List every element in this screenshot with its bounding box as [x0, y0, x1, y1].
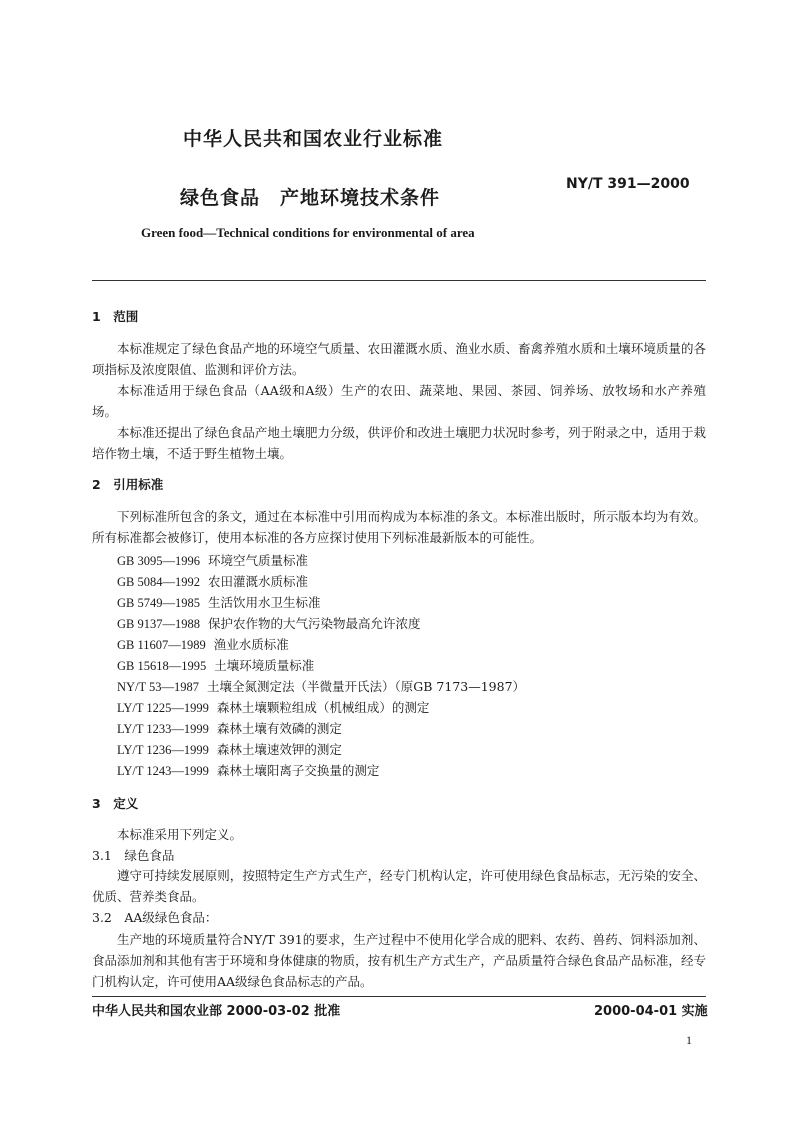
standard-code: NY/T 391—2000: [566, 176, 690, 192]
reference-code: GB 15618—1995: [117, 659, 207, 673]
reference-code: GB 9137—1988: [117, 617, 200, 631]
section-3-heading: 3 定义: [92, 796, 139, 811]
section-2-intro: 下列标准所包含的条文，通过在本标准中引用而构成为本标准的条文。本标准出版时，所示版本均为有效。所有标准都会被修订，使用本标准的各方应探讨使用下列标准最新版本的可能性。: [92, 509, 706, 545]
reference-code: NY/T 53—1987: [117, 680, 200, 694]
reference-name: 土壤环境质量标准: [214, 658, 315, 673]
reference-item: [117, 614, 420, 632]
section-1-paragraph-2: 本标准适用于绿色食品（AA级和A级）生产的农田、蔬菜地、果园、茶园、饲养场、放牧场和水产养殖场。: [92, 383, 706, 419]
reference-item: [117, 740, 342, 758]
document-title: 绿色食品 产地环境技术条件: [180, 187, 441, 209]
reference-code: GB 5749—1985: [117, 596, 200, 610]
reference-name: 渔业水质标准: [213, 637, 289, 652]
definition-3-2-heading: 3.2 AA级绿色食品：: [92, 910, 218, 925]
definition-3-1-text: 遵守可持续发展原则，按照特定生产方式生产，经专门机构认定，许可使用绿色食品标志，无污染的安全、优质、营养类食品。: [92, 868, 706, 904]
reference-item: [117, 656, 314, 674]
reference-name: 生活饮用水卫生标准: [207, 595, 321, 610]
reference-item: [117, 761, 379, 779]
reference-code: GB 11607—1989: [117, 638, 206, 652]
reference-code: LY/T 1243—1999: [117, 764, 209, 778]
issuing-organization-title: 中华人民共和国农业行业标准: [183, 128, 444, 150]
reference-name: 环境空气质量标准: [207, 553, 308, 568]
reference-name: 森林土壤有效磷的测定: [216, 721, 342, 736]
reference-item: [117, 593, 320, 611]
reference-code: GB 3095—1996: [117, 554, 200, 568]
definition-3-1-heading: 3.1 绿色食品: [92, 848, 175, 863]
section-1-heading: 1 范围: [92, 309, 139, 324]
reference-name: 森林土壤速效钾的测定: [216, 742, 342, 757]
reference-item: [117, 698, 429, 716]
reference-code: LY/T 1225—1999: [117, 701, 209, 715]
reference-code: LY/T 1233—1999: [117, 722, 209, 736]
reference-code: LY/T 1236—1999: [117, 743, 209, 757]
section-2-heading: 2 引用标准: [92, 477, 164, 492]
footer-divider: [92, 996, 706, 997]
reference-item: [117, 572, 308, 590]
reference-item: [117, 677, 525, 695]
reference-item: [117, 551, 308, 569]
page-number: 1: [686, 1033, 692, 1047]
reference-item: [117, 719, 342, 737]
section-1-paragraph-1: 本标准规定了绿色食品产地的环境空气质量、农田灌溉水质、渔业水质、畜禽养殖水质和土壤环境质量的各项指标及浓度限值、监测和评价方法。: [92, 341, 706, 377]
implementation-date: 2000-04-01 实施: [594, 1004, 708, 1019]
approval-statement: 中华人民共和国农业部 2000-03-02 批准: [92, 1004, 341, 1019]
section-3-intro: 本标准采用下列定义。: [117, 827, 243, 842]
definition-3-2-text: 生产地的环境质量符合NY/T 391的要求，生产过程中不使用化学合成的肥料、农药、兽药、饲料添加剂、食品添加剂和其他有害于环境和身体健康的物质，按有机生产方式生产，产品质量符合绿色食品产品标准，经专门机构认定，许可使用AA级绿色食品标志的产品。: [92, 932, 706, 989]
reference-name: 农田灌溉水质标准: [207, 574, 308, 589]
english-title: Green food—Technical conditions for environmental of area: [141, 225, 475, 240]
reference-code: GB 5084—1992: [117, 575, 200, 589]
reference-item: [117, 635, 289, 653]
header-divider: [92, 280, 706, 281]
reference-name: 森林土壤阳离子交换量的测定: [216, 763, 380, 778]
reference-name: 土壤全氮测定法（半微量开氏法）（原GB 7173—1987）: [207, 679, 526, 694]
section-1-paragraph-3: 本标准还提出了绿色食品产地土壤肥力分级，供评价和改进土壤肥力状况时参考，列于附录之中，适用于栽培作物土壤，不适于野生植物土壤。: [92, 425, 706, 461]
reference-name: 森林土壤颗粒组成（机械组成）的测定: [216, 700, 430, 715]
reference-name: 保护农作物的大气污染物最高允许浓度: [207, 616, 421, 631]
